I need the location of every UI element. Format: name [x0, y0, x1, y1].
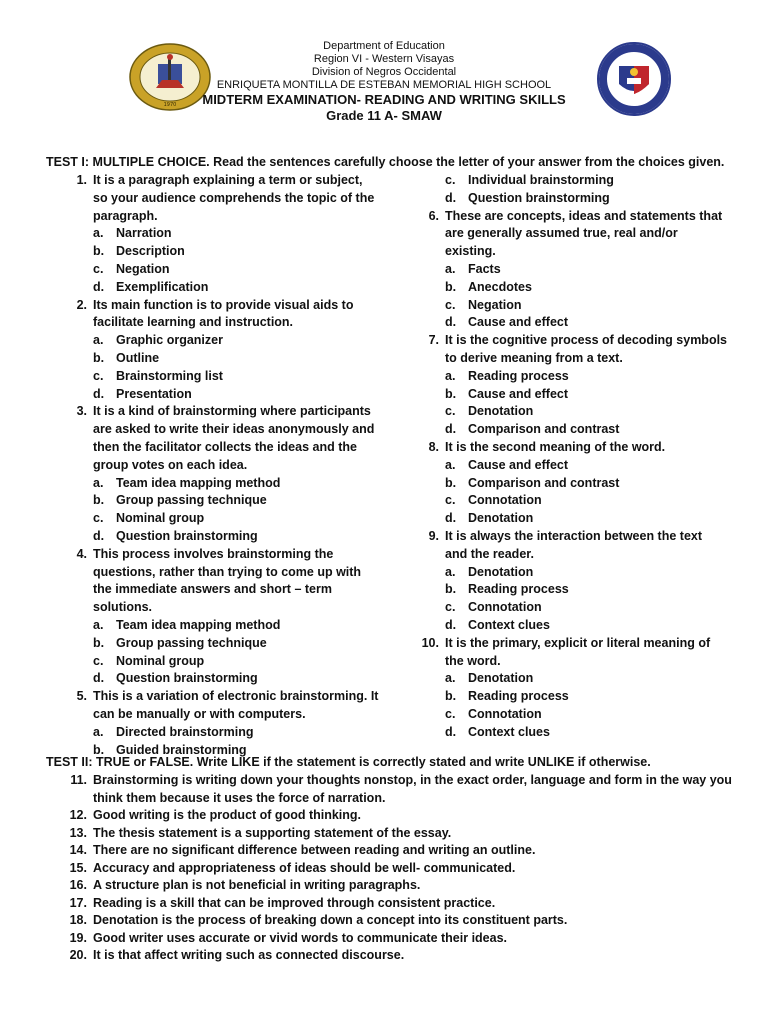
option-letter: a. — [93, 333, 104, 348]
option-text: Context clues — [468, 724, 550, 739]
statement-text: The thesis statement is a supporting statement of the essay. — [93, 825, 452, 840]
question-item — [66, 172, 386, 190]
question-item — [66, 546, 386, 564]
question-text: the word. — [445, 653, 501, 668]
option-letter: d. — [445, 190, 457, 205]
statement-text: Brainstorming is writing down your thoughts nonstop, in the exact order, language and form in the way you — [93, 773, 732, 787]
question-number: 14. — [69, 843, 87, 857]
question-number — [66, 439, 93, 457]
answer-option — [66, 368, 386, 386]
answer-option — [66, 225, 386, 243]
option-text: Outline — [116, 350, 160, 365]
answer-option — [66, 386, 386, 404]
grade-section: Grade 11 A- SMAW — [326, 108, 442, 123]
svg-text:1970: 1970 — [163, 102, 177, 108]
answer-option — [418, 386, 728, 404]
question-number: 6. — [428, 208, 439, 223]
left-question-column — [66, 172, 386, 759]
option-letter: d. — [93, 279, 105, 294]
department-line: Department of Education — [323, 40, 445, 52]
true-false-list — [66, 772, 736, 965]
question-text: These are concepts, ideas and statements that — [445, 208, 723, 223]
option-letter: b. — [93, 635, 105, 650]
option-text: Reading process — [468, 689, 569, 704]
question-text: so your audience comprehends the topic of the — [93, 190, 375, 205]
question-number: 8. — [428, 439, 439, 454]
question-item — [418, 208, 728, 226]
answer-option — [66, 635, 386, 653]
statement-text: Denotation is the process of breaking down a concept into its constituent parts. — [93, 913, 568, 927]
question-number: 13. — [69, 825, 87, 840]
question-item — [66, 297, 386, 315]
true-false-item — [66, 860, 736, 878]
option-letter: b. — [445, 279, 457, 294]
question-line — [418, 546, 728, 564]
region-line: Region VI - Western Visayas — [313, 53, 455, 65]
option-text: Graphic organizer — [116, 333, 223, 348]
statement-text: A structure plan is not beneficial in writing paragraphs. — [93, 878, 421, 892]
true-false-item — [66, 895, 736, 913]
option-letter: b. — [93, 742, 105, 757]
option-text: Exemplification — [116, 279, 209, 294]
answer-option — [66, 243, 386, 261]
option-letter: a. — [93, 617, 104, 632]
option-letter: d. — [445, 617, 457, 632]
option-text: Guided brainstorming — [116, 742, 247, 757]
option-letter: c. — [445, 600, 456, 615]
question-line — [66, 706, 386, 724]
option-letter: b. — [445, 386, 457, 401]
true-false-item — [66, 842, 736, 860]
question-number: 12. — [69, 808, 87, 822]
answer-option — [418, 368, 728, 386]
answer-option — [66, 528, 386, 546]
true-false-item — [66, 877, 736, 895]
option-text: Comparison and contrast — [468, 475, 620, 490]
option-text: Negation — [116, 261, 170, 276]
division-line: Division of Negros Occidental — [311, 66, 457, 78]
answer-option — [66, 492, 386, 510]
true-false-item — [66, 807, 736, 825]
option-letter: b. — [93, 350, 105, 365]
option-letter: a. — [445, 564, 456, 579]
question-number: 15. — [69, 860, 87, 875]
option-letter: c. — [93, 511, 104, 526]
question-number: 11. — [70, 773, 87, 787]
question-line — [418, 225, 728, 243]
option-letter: d. — [93, 386, 105, 401]
option-letter: c. — [445, 297, 456, 312]
statement-text: Reading is a skill that can be improved through consistent practice. — [93, 895, 496, 910]
answer-option — [418, 492, 728, 510]
exam-title: MIDTERM EXAMINATION- READING AND WRITING SKILLS — [202, 92, 566, 107]
option-letter: c. — [93, 368, 104, 383]
answer-option — [418, 314, 728, 332]
statement-text: think them because it uses the force of narration. — [93, 790, 386, 805]
question-number: 18. — [69, 913, 87, 927]
true-false-item — [66, 772, 736, 790]
option-letter: c. — [445, 404, 456, 419]
option-text: Group passing technique — [116, 493, 267, 508]
option-text: Cause and effect — [468, 386, 569, 401]
test1-heading: TEST I: MULTIPLE CHOICE. Read the sentences carefully choose the letter of your answer from the choices given. — [46, 155, 725, 169]
question-text: It is the primary, explicit or literal meaning of — [445, 635, 711, 650]
question-number — [418, 653, 445, 671]
option-text: Team idea mapping method — [116, 617, 281, 632]
question-number — [66, 208, 93, 226]
question-text: existing. — [445, 244, 496, 259]
question-line — [66, 208, 386, 226]
true-false-item — [66, 947, 736, 965]
question-number — [66, 706, 93, 724]
question-line — [66, 599, 386, 617]
option-letter: c. — [445, 173, 456, 187]
option-letter: d. — [93, 671, 105, 686]
answer-option — [418, 724, 728, 742]
option-text: Cause and effect — [468, 315, 569, 330]
question-text: It is the second meaning of the word. — [445, 439, 666, 454]
answer-option — [66, 279, 386, 297]
answer-option — [418, 457, 728, 475]
question-number: 16. — [69, 878, 87, 892]
option-text: Reading process — [468, 582, 569, 597]
answer-option — [66, 510, 386, 528]
question-line — [66, 457, 386, 475]
question-text: can be manually or with computers. — [93, 706, 306, 721]
answer-option — [418, 510, 728, 528]
question-line — [66, 190, 386, 208]
question-text: It is always the interaction between the text — [445, 528, 703, 543]
question-text: solutions. — [93, 600, 153, 615]
statement-text: Accuracy and appropriateness of ideas should be well- communicated. — [93, 860, 516, 875]
answer-option — [66, 261, 386, 279]
true-false-item — [66, 930, 736, 948]
question-line — [418, 350, 728, 368]
answer-option — [418, 670, 728, 688]
question-text: and the reader. — [445, 546, 534, 561]
question-number: 3. — [76, 404, 87, 419]
option-letter: b. — [93, 244, 105, 259]
answer-option — [418, 190, 728, 208]
question-number — [418, 546, 445, 564]
answer-option — [66, 670, 386, 688]
option-letter: d. — [445, 315, 457, 330]
option-letter: a. — [445, 368, 456, 383]
statement-text: Good writing is the product of good thinking. — [93, 808, 362, 822]
option-letter: c. — [445, 706, 456, 721]
question-number — [66, 564, 93, 582]
answer-option — [66, 724, 386, 742]
option-letter: a. — [93, 724, 104, 739]
question-item — [418, 332, 728, 350]
question-text: This process involves brainstorming the — [93, 546, 334, 561]
true-false-item — [66, 825, 736, 843]
question-number — [418, 350, 445, 368]
true-false-item — [66, 912, 736, 930]
option-text: Question brainstorming — [468, 190, 610, 205]
question-number: 4. — [76, 546, 87, 561]
question-text: are generally assumed true, real and/or — [445, 226, 678, 241]
option-letter: d. — [445, 422, 457, 437]
answer-option — [418, 617, 728, 635]
option-text: Group passing technique — [116, 635, 267, 650]
question-item — [418, 635, 728, 653]
option-text: Denotation — [468, 564, 534, 579]
answer-option — [418, 706, 728, 724]
option-text: Anecdotes — [468, 279, 532, 294]
answer-option — [418, 279, 728, 297]
question-number: 19. — [69, 930, 87, 945]
option-text: Presentation — [116, 386, 192, 401]
option-text: Nominal group — [116, 511, 205, 526]
question-text: group votes on each idea. — [93, 457, 248, 472]
option-letter: a. — [445, 671, 456, 686]
option-text: Cause and effect — [468, 457, 569, 472]
question-number: 7. — [428, 333, 439, 348]
option-text: Comparison and contrast — [468, 422, 620, 437]
question-number — [66, 581, 93, 599]
option-text: Question brainstorming — [116, 528, 258, 543]
answer-option — [418, 172, 728, 190]
option-text: Nominal group — [116, 653, 205, 668]
option-text: Denotation — [468, 511, 534, 526]
question-number: 1. — [76, 173, 87, 187]
question-number — [66, 457, 93, 475]
question-text: Its main function is to provide visual aids to — [93, 297, 354, 312]
option-text: Connotation — [468, 706, 542, 721]
question-text: paragraph. — [93, 208, 158, 223]
answer-option — [418, 581, 728, 599]
question-number: 2. — [76, 297, 87, 312]
answer-option — [66, 475, 386, 493]
statement-text: It is that affect writing such as connected discourse. — [93, 948, 405, 962]
question-text: This is a variation of electronic brainstorming. It — [93, 689, 379, 704]
answer-option — [418, 261, 728, 279]
option-letter: d. — [445, 511, 457, 526]
question-text: facilitate learning and instruction. — [93, 315, 294, 330]
option-letter: b. — [445, 689, 457, 704]
answer-option — [418, 688, 728, 706]
question-number: 5. — [76, 689, 87, 704]
question-text: are asked to write their ideas anonymously and — [93, 422, 375, 437]
question-number — [418, 225, 445, 243]
option-text: Narration — [116, 226, 172, 241]
option-letter: d. — [445, 724, 457, 739]
question-line — [66, 314, 386, 332]
question-number: 17. — [69, 895, 87, 910]
option-letter: a. — [445, 261, 456, 276]
answer-option — [418, 403, 728, 421]
option-text: Denotation — [468, 671, 534, 686]
question-text: the immediate answers and short – term — [93, 582, 332, 597]
option-letter: c. — [93, 653, 104, 668]
answer-option — [66, 653, 386, 671]
option-text: Connotation — [468, 600, 542, 615]
question-item — [418, 439, 728, 457]
option-letter: b. — [93, 493, 105, 508]
true-false-line — [66, 790, 736, 808]
answer-option — [418, 564, 728, 582]
question-item — [418, 528, 728, 546]
option-letter: a. — [445, 457, 456, 472]
question-text: It is the cognitive process of decoding symbols — [445, 333, 728, 348]
question-line — [66, 581, 386, 599]
answer-option — [418, 297, 728, 315]
option-text: Negation — [468, 297, 522, 312]
question-number: 20. — [69, 948, 87, 962]
question-text: It is a paragraph explaining a term or subject, — [93, 173, 363, 187]
question-number — [66, 190, 93, 208]
option-text: Team idea mapping method — [116, 475, 281, 490]
option-text: Connotation — [468, 493, 542, 508]
question-text: then the facilitator collects the ideas and the — [93, 439, 357, 454]
option-letter: a. — [93, 226, 104, 241]
question-item — [66, 403, 386, 421]
option-letter: c. — [445, 493, 456, 508]
document-header — [0, 40, 768, 124]
option-text: Question brainstorming — [116, 671, 258, 686]
question-line — [66, 564, 386, 582]
question-number — [66, 421, 93, 439]
question-line — [418, 243, 728, 261]
answer-option — [418, 599, 728, 617]
option-letter: b. — [445, 475, 457, 490]
option-text: Directed brainstorming — [116, 724, 254, 739]
statement-text: Good writer uses accurate or vivid words to communicate their ideas. — [93, 930, 508, 945]
answer-option — [66, 350, 386, 368]
option-letter: c. — [93, 261, 104, 276]
option-text: Brainstorming list — [116, 368, 223, 383]
question-text: to derive meaning from a text. — [445, 350, 623, 365]
question-number: 9. — [428, 528, 439, 543]
option-text: Description — [116, 244, 185, 259]
question-text: It is a kind of brainstorming where participants — [93, 404, 371, 419]
question-line — [418, 653, 728, 671]
question-number — [66, 599, 93, 617]
answer-option — [66, 332, 386, 350]
option-text: Context clues — [468, 617, 550, 632]
right-question-column — [418, 172, 728, 742]
question-item — [66, 688, 386, 706]
statement-text: There are no significant difference between reading and writing an outline. — [93, 843, 536, 857]
question-number: 10. — [421, 635, 439, 650]
option-text: Reading process — [468, 368, 569, 383]
question-text: questions, rather than trying to come up with — [93, 564, 362, 579]
question-line — [66, 421, 386, 439]
option-letter: a. — [93, 475, 104, 490]
option-letter: b. — [445, 582, 457, 597]
question-number — [66, 790, 93, 808]
question-line — [66, 439, 386, 457]
question-number — [66, 314, 93, 332]
answer-option — [418, 475, 728, 493]
option-text: Denotation — [468, 404, 534, 419]
answer-option — [418, 421, 728, 439]
school-name: ENRIQUETA MONTILLA DE ESTEBAN MEMORIAL HIGH SCHOOL — [216, 79, 552, 91]
answer-option — [66, 617, 386, 635]
option-text: Facts — [468, 261, 501, 276]
option-letter: d. — [93, 528, 105, 543]
option-text: Individual brainstorming — [468, 173, 614, 187]
test2-heading: TEST II: TRUE or FALSE. Write LIKE if the statement is correctly stated and write UNLIKE if otherwise. — [46, 755, 651, 769]
question-number — [418, 243, 445, 261]
